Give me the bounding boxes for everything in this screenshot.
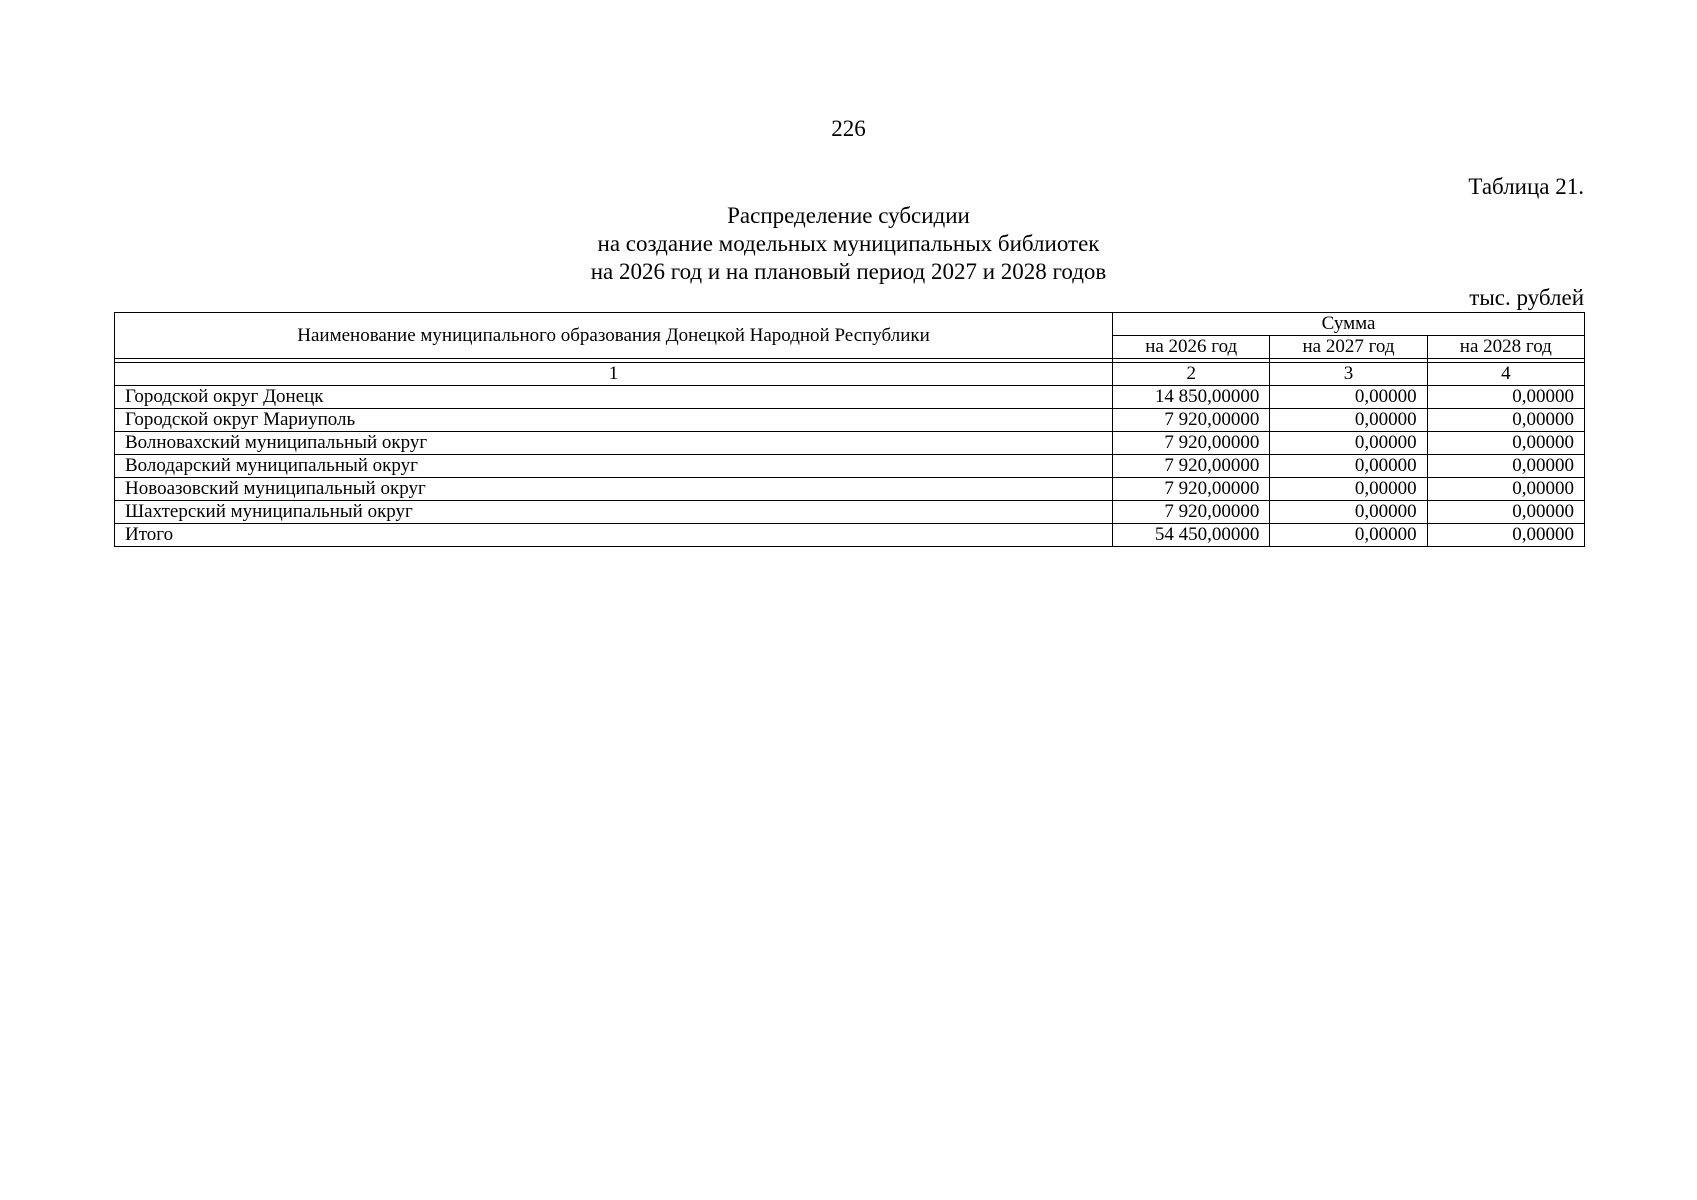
amount-2028: 0,00000 <box>1427 501 1584 524</box>
amount-2028: 0,00000 <box>1427 432 1584 455</box>
amount-2026: 7 920,00000 <box>1113 455 1270 478</box>
total-label: Итого <box>115 524 1113 547</box>
table-row <box>115 478 1585 501</box>
table-row <box>115 501 1585 524</box>
amount-2028: 0,00000 <box>1427 455 1584 478</box>
total-2026: 54 450,00000 <box>1113 524 1270 547</box>
units-label: тыс. рублей <box>1469 285 1584 310</box>
total-row <box>115 524 1585 547</box>
column-number: 1 <box>115 363 1113 386</box>
column-number: 2 <box>1113 363 1270 386</box>
municipality-name: Городской округ Мариуполь <box>115 409 1113 432</box>
table-label: Таблица 21. <box>1468 174 1584 199</box>
municipality-name: Городской округ Донецк <box>115 386 1113 409</box>
column-header-sum: Сумма <box>1113 313 1585 336</box>
table-row <box>115 409 1585 432</box>
amount-2028: 0,00000 <box>1427 386 1584 409</box>
municipality-name: Волновахский муниципальный округ <box>115 432 1113 455</box>
amount-2027: 0,00000 <box>1270 501 1427 524</box>
table-row <box>115 455 1585 478</box>
table-row <box>115 386 1585 409</box>
column-header-year: на 2026 год <box>1113 336 1270 359</box>
column-number: 3 <box>1270 363 1427 386</box>
table-row <box>115 432 1585 455</box>
amount-2026: 14 850,00000 <box>1113 386 1270 409</box>
amount-2026: 7 920,00000 <box>1113 501 1270 524</box>
municipality-name: Володарский муниципальный округ <box>115 455 1113 478</box>
amount-2027: 0,00000 <box>1270 386 1427 409</box>
title-line: на 2026 год и на плановый период 2027 и 2028 годов <box>590 259 1107 284</box>
amount-2026: 7 920,00000 <box>1113 478 1270 501</box>
amount-2026: 7 920,00000 <box>1113 409 1270 432</box>
amount-2027: 0,00000 <box>1270 455 1427 478</box>
total-2027: 0,00000 <box>1270 524 1427 547</box>
subsidy-table <box>114 312 1585 547</box>
municipality-name: Шахтерский муниципальный округ <box>115 501 1113 524</box>
total-2028: 0,00000 <box>1427 524 1584 547</box>
amount-2028: 0,00000 <box>1427 478 1584 501</box>
amount-2027: 0,00000 <box>1270 478 1427 501</box>
municipality-name: Новоазовский муниципальный округ <box>115 478 1113 501</box>
amount-2027: 0,00000 <box>1270 432 1427 455</box>
column-number-row <box>115 363 1585 386</box>
page-number: 226 <box>831 116 866 141</box>
column-header-year: на 2028 год <box>1427 336 1584 359</box>
title-line: Распределение субсидии <box>727 203 970 228</box>
amount-2027: 0,00000 <box>1270 409 1427 432</box>
column-header-year: на 2027 год <box>1270 336 1427 359</box>
amount-2028: 0,00000 <box>1427 409 1584 432</box>
column-header-name: Наименование муниципального образования Донецкой Народной Республики <box>115 313 1113 359</box>
title-line: на создание модельных муниципальных библиотек <box>597 231 1100 256</box>
document-title <box>0 202 1697 286</box>
column-number: 4 <box>1427 363 1584 386</box>
amount-2026: 7 920,00000 <box>1113 432 1270 455</box>
